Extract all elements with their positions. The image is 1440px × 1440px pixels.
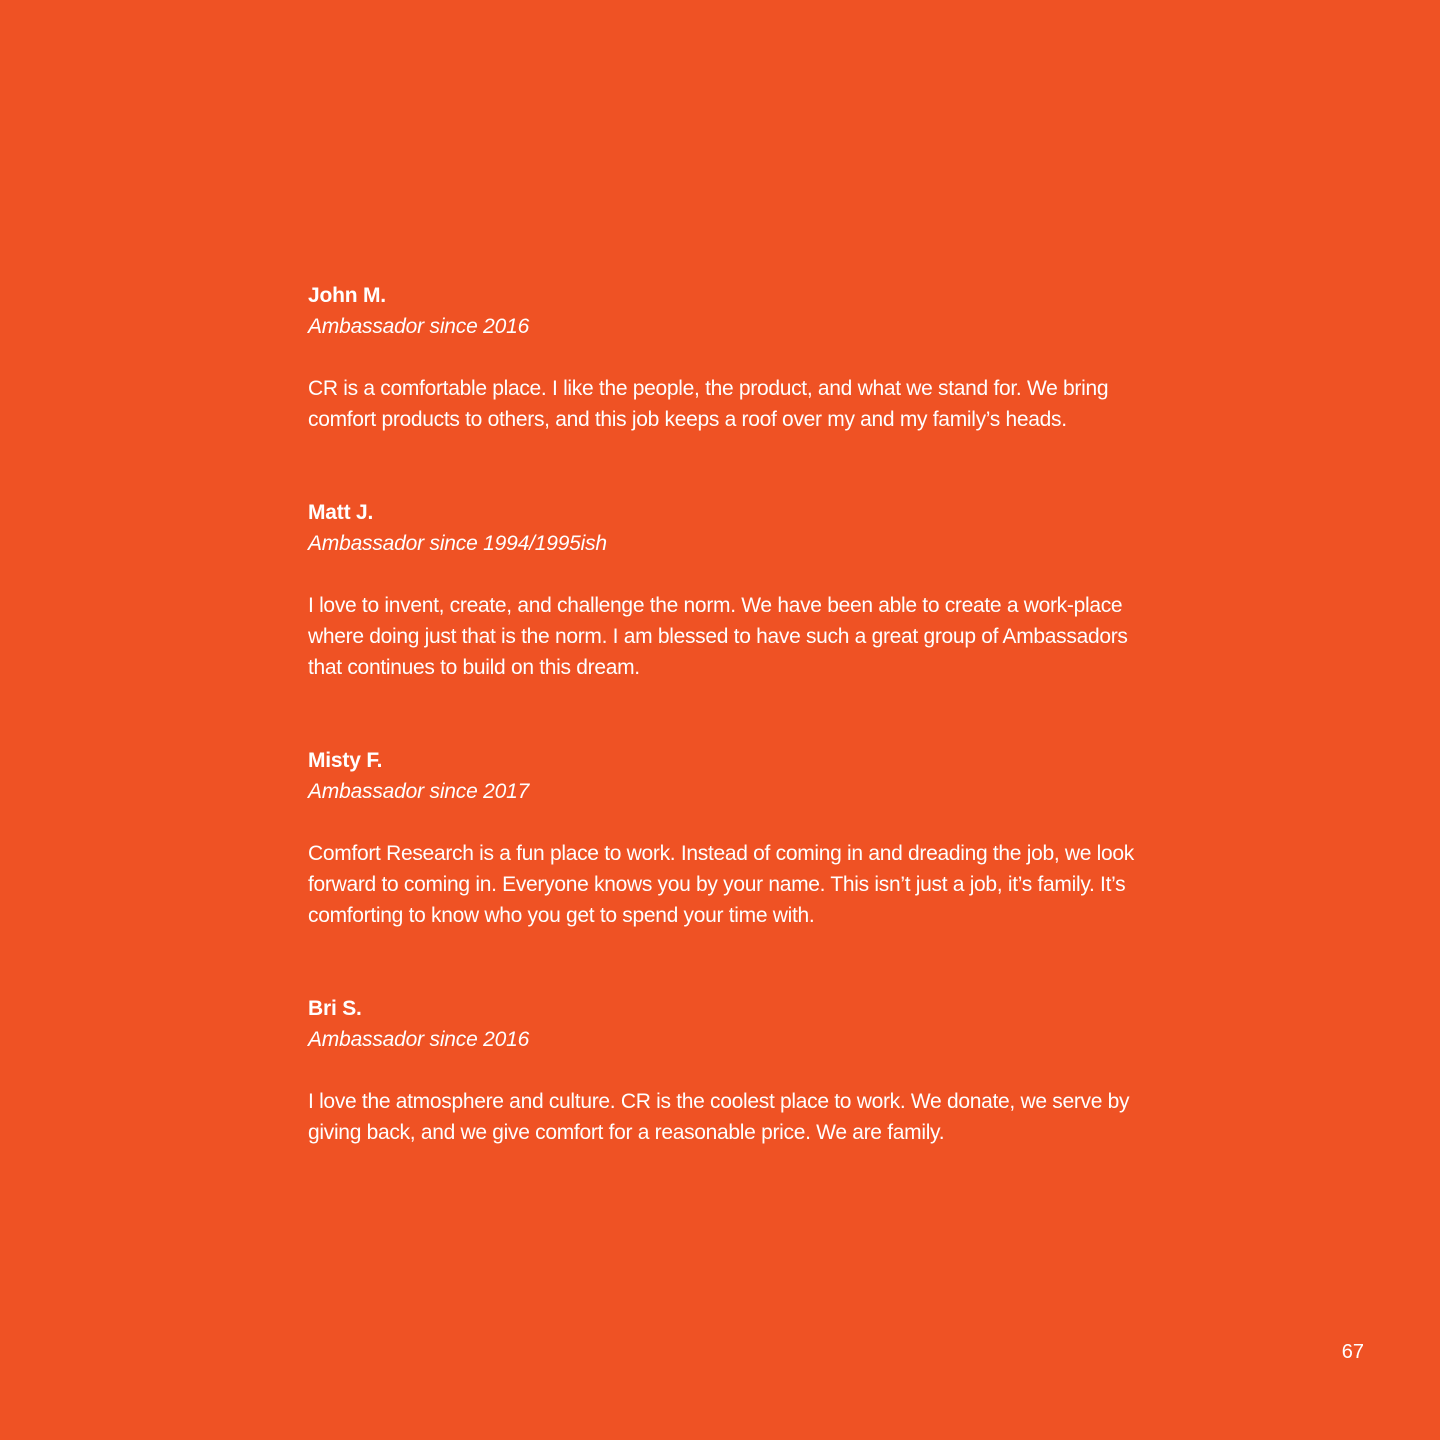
testimonial-tenure: Ambassador since 2016 — [308, 315, 530, 338]
testimonial-tenure: Ambassador since 2017 — [308, 780, 530, 803]
testimonial-name: Matt J. — [308, 501, 374, 524]
testimonial-quote: Comfort Research is a fun place to work. Instead of coming in and dreading the job, we look forward to coming in. Everyone knows you by your name. This isn’t just a job, it’s family. It’s comforting to know who you get to spend your time with. — [308, 842, 1135, 927]
testimonial-tenure: Ambassador since 2016 — [308, 1028, 530, 1051]
testimonial-quote: CR is a comfortable place. I like the people, the product, and what we stand for. We bring comfort products to others, and this job keeps a roof over my and my family’s heads. — [308, 377, 1109, 431]
testimonial-bri-s — [308, 993, 1148, 1148]
testimonials-list — [308, 280, 1148, 1148]
testimonial-name: Bri S. — [308, 997, 362, 1020]
testimonial-john-m — [308, 280, 1148, 435]
testimonial-name: Misty F. — [308, 749, 383, 772]
testimonial-name: John M. — [308, 284, 386, 307]
testimonial-misty-f — [308, 745, 1148, 931]
testimonial-tenure: Ambassador since 1994/1995ish — [308, 532, 607, 555]
page-number: 67 — [1341, 1341, 1364, 1363]
testimonial-matt-j — [308, 497, 1148, 683]
testimonial-quote: I love the atmosphere and culture. CR is the coolest place to work. We donate, we serve by giving back, and we give comfort for a reasonable price. We are family. — [308, 1090, 1130, 1144]
testimonial-quote: I love to invent, create, and challenge the norm. We have been able to create a work-place where doing just that is the norm. I am blessed to have such a great group of Ambassadors that continues to build on this dream. — [308, 594, 1128, 679]
